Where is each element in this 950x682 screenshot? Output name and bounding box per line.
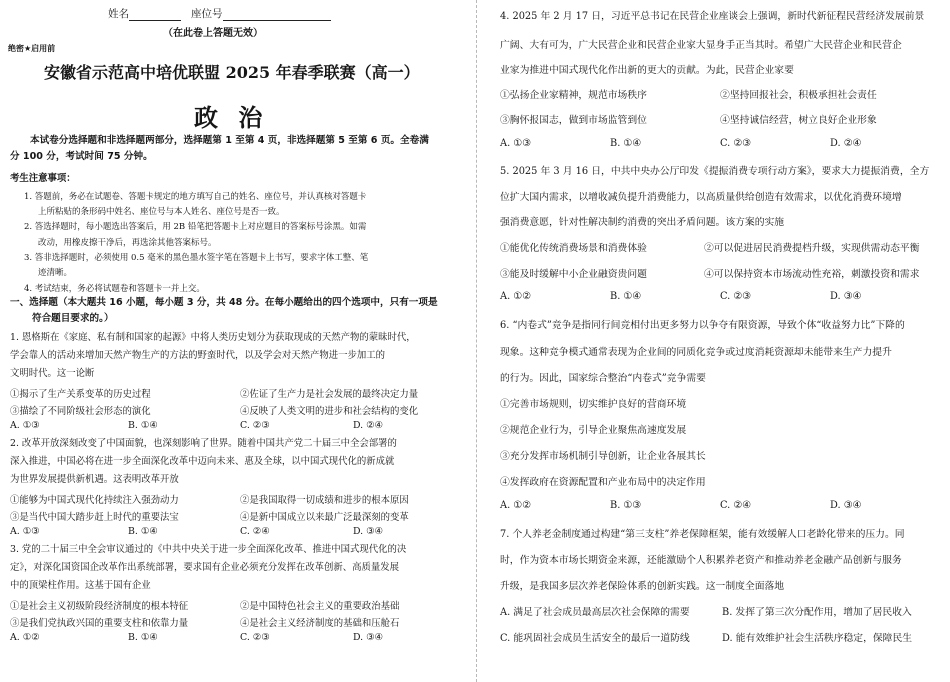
q7-option-c[interactable]: C. 能巩固社会成员生活安全的最后一道防线 xyxy=(500,633,690,644)
q5-option-d[interactable]: D. ③④ xyxy=(830,291,862,302)
q1-statement-3: ③描绘了不同阶级社会形态的演化 xyxy=(10,406,151,417)
q6-statement-4: ④发挥政府在资源配置和产业布局中的决定作用 xyxy=(500,477,706,488)
name-blank[interactable] xyxy=(129,20,181,21)
q2-statement-3: ③是当代中国大踏步赶上时代的重要法宝 xyxy=(10,512,179,523)
q2-option-d[interactable]: D. ③④ xyxy=(353,526,383,537)
q1-stem-2: 学会靠人的活动来增加天然产物生产的方法的野蛮时代，以及学会对天然产物进一步加工的 xyxy=(10,350,386,361)
q6-option-d[interactable]: D. ③④ xyxy=(830,500,862,511)
q1-stem-1: 1. 恩格斯在《家庭、私有制和国家的起源》中将人类历史划分为获取现成的天然产物的蒙昧时代， xyxy=(10,332,416,343)
q3-statement-4: ④是社会主义经济制度的基础和压舱石 xyxy=(240,618,400,629)
q7-stem-3: 升级，是我国多层次养老保险体系的创新实践。这一制度全面落地 xyxy=(500,581,785,592)
q4-option-c[interactable]: C. ②③ xyxy=(720,138,751,149)
q7-option-b[interactable]: B. 发挥了第三次分配作用，增加了居民收入 xyxy=(722,607,912,618)
q5-statement-4: ④可以保持资本市场流动性充裕，刺激投资和需求 xyxy=(704,269,920,280)
q4-statement-4: ④坚持诚信经营，树立良好企业形象 xyxy=(720,115,877,126)
q1-statement-2: ②佐证了生产力是社会发展的最终决定力量 xyxy=(240,389,419,400)
name-label: 姓名 xyxy=(108,8,129,20)
q2-stem-1: 2. 改革开放深刻改变了中国面貌，也深刻影响了世界。随着中国共产党二十届三中全会部署的 xyxy=(10,438,397,449)
note-2a: 2. 答选择题时，每小题选出答案后，用 2B 铅笔把答题卡上对应题目的答案标号涂黑。如需 xyxy=(24,222,367,232)
q6-statement-3: ③充分发挥市场机制引导创新，让企业各展其长 xyxy=(500,451,706,462)
q1-option-d[interactable]: D. ②④ xyxy=(353,420,383,431)
seat-blank[interactable] xyxy=(223,20,331,21)
q4-stem-1: 4. 2025 年 2 月 17 日，习近平总书记在民营企业座谈会上强调，新时代新征程民营经济发展前景 xyxy=(500,11,925,22)
q5-option-c[interactable]: C. ②③ xyxy=(720,291,751,302)
q4-option-a[interactable]: A. ①③ xyxy=(500,138,531,149)
q5-stem-1: 5. 2025 年 3 月 16 日，中共中央办公厅印发《提振消费专项行动方案》，要求大力提振消费，全方 xyxy=(500,166,930,177)
notes-title: 考生注意事项： xyxy=(10,173,76,184)
q3-stem-3: 中的顶梁柱作用。这基于国有企业 xyxy=(10,580,151,591)
q3-statement-2: ②是中国特色社会主义的重要政治基础 xyxy=(240,601,400,612)
q5-statement-1: ①能优化传统消费场景和消费体验 xyxy=(500,243,647,254)
q1-stem-3: 文明时代。这一论断 xyxy=(10,368,95,379)
q1-option-c[interactable]: C. ②③ xyxy=(240,420,270,431)
q2-statement-1: ①能够为中国式现代化持续注入强劲动力 xyxy=(10,495,179,506)
q3-stem-1: 3. 党的二十届三中全会审议通过的《中共中央关于进一步全面深化改革、推进中国式现代化的决 xyxy=(10,544,407,555)
q3-statement-3: ③是我们党执政兴国的重要支柱和依靠力量 xyxy=(10,618,189,629)
q7-option-a[interactable]: A. 满足了社会成员最高层次社会保障的需要 xyxy=(500,607,690,618)
q2-option-a[interactable]: A. ①③ xyxy=(10,526,40,537)
q6-option-a[interactable]: A. ①② xyxy=(500,500,531,511)
note-3b: 迹清晰。 xyxy=(38,268,73,278)
intro-line-1: 本试卷分选择题和非选择题两部分，选择题第 1 至第 4 页，非选择题第 5 至第 6 页。全卷满 xyxy=(30,135,429,146)
q5-stem-3: 强消费意愿，针对性解决制约消费的突出矛盾问题。该方案的实施 xyxy=(500,217,785,228)
section1-line-1: 一、选择题（本大题共 16 小题，每小题 3 分，共 48 分。在每小题给出的四个选项中，只有一项是 xyxy=(10,297,438,308)
q4-stem-2: 广阔、大有可为，广大民营企业和民营企业家大显身手正当其时。希望广大民营企业和民营企 xyxy=(500,40,902,51)
q2-statement-2: ②是我国取得一切成绩和进步的根本原因 xyxy=(240,495,409,506)
column-divider xyxy=(476,0,477,682)
q7-stem-1: 7. 个人养老金制度通过构建“第三支柱”养老保障框架，能有效缓解人口老龄化带来的压力。同 xyxy=(500,529,905,540)
note-1b: 上所粘贴的条形码中姓名、座位号与本人姓名、座位号是否一致。 xyxy=(38,207,285,217)
secret-label: 绝密★启用前 xyxy=(8,44,56,53)
q5-stem-2: 位扩大国内需求，以增收减负提升消费能力，以高质量供给创造有效需求，以优化消费环境增 xyxy=(500,192,902,203)
q1-statement-1: ①揭示了生产关系变革的历史过程 xyxy=(10,389,151,400)
q4-option-d[interactable]: D. ②④ xyxy=(830,138,862,149)
q2-stem-2: 深入推进，中国必将在进一步全面深化改革中迈向未来、惠及全球，以中国式现代化的新成就 xyxy=(10,456,395,467)
q6-option-c[interactable]: C. ②④ xyxy=(720,500,751,511)
subject-title: 政 治 xyxy=(194,104,269,132)
note-2b: 改动，用橡皮擦干净后，再选涂其他答案标号。 xyxy=(38,238,217,248)
section1-line-2: 符合题目要求的。） xyxy=(32,313,114,324)
note-4: 4. 考试结束，务必将试题卷和答题卡一并上交。 xyxy=(24,284,205,294)
q3-option-a[interactable]: A. ①② xyxy=(10,632,40,643)
q6-stem-2: 现象。这种竞争模式通常表现为企业间的同质化竞争或过度消耗资源却未能带来生产力提升 xyxy=(500,347,892,358)
q4-option-b[interactable]: B. ①④ xyxy=(610,138,641,149)
seat-label: 座位号 xyxy=(191,8,223,20)
q4-stem-3: 业家为推进中国式现代化作出新的更大的贡献。为此，民营企业家要 xyxy=(500,65,794,76)
q6-option-b[interactable]: B. ①③ xyxy=(610,500,641,511)
q1-statement-4: ④反映了人类文明的进步和社会结构的变化 xyxy=(240,406,419,417)
q3-option-d[interactable]: D. ③④ xyxy=(353,632,383,643)
note-1a: 1. 答题前，务必在试题卷、答题卡规定的地方填写自己的姓名、座位号，并认真核对答题卡 xyxy=(24,192,367,202)
q6-stem-1: 6. “内卷式”竞争是指同行间竞相付出更多努力以争夺有限资源，导致个体“收益努力比”下降的 xyxy=(500,320,905,331)
q4-statement-1: ①弘扬企业家精神，规范市场秩序 xyxy=(500,90,647,101)
exam-title: 安徽省示范高中培优联盟 2025 年春季联赛（高一） xyxy=(44,63,420,82)
q2-stem-3: 为世界发展提供新机遇。这表明改革开放 xyxy=(10,474,179,485)
q4-statement-2: ②坚持回报社会，积极承担社会责任 xyxy=(720,90,877,101)
intro-line-2: 分 100 分，考试时间 75 分钟。 xyxy=(10,151,153,162)
q6-statement-2: ②规范企业行为，引导企业聚焦高速度发展 xyxy=(500,425,687,436)
note-3a: 3. 答非选择题时，必须使用 0.5 毫米的黑色墨水签字笔在答题卡上书写，要求字体工整、笔 xyxy=(24,253,369,263)
q2-option-c[interactable]: C. ②④ xyxy=(240,526,270,537)
q3-statement-1: ①是社会主义初级阶段经济制度的根本特征 xyxy=(10,601,189,612)
q3-option-b[interactable]: B. ①④ xyxy=(128,632,158,643)
invalid-notice: （在此卷上答题无效） xyxy=(163,28,263,39)
q5-statement-2: ②可以促进居民消费提档升级，实现供需动态平衡 xyxy=(704,243,920,254)
q7-option-d[interactable]: D. 能有效维护社会生活秩序稳定，保障民生 xyxy=(722,633,913,644)
q3-option-c[interactable]: C. ②③ xyxy=(240,632,270,643)
q5-option-b[interactable]: B. ①④ xyxy=(610,291,641,302)
q7-stem-2: 时，作为资本市场长期资金来源，还能激励个人积累养老资产和推动养老金融产品创新与服务 xyxy=(500,555,902,566)
q2-option-b[interactable]: B. ①④ xyxy=(128,526,158,537)
q1-option-b[interactable]: B. ①④ xyxy=(128,420,158,431)
name-seat-line xyxy=(108,6,331,21)
q2-statement-4: ④是新中国成立以来最广泛最深刻的变革 xyxy=(240,512,409,523)
q5-option-a[interactable]: A. ①② xyxy=(500,291,531,302)
q3-stem-2: 定》，对深化国资国企改革作出系统部署，要求国有企业必须充分发挥在改革创新、高质量发展 xyxy=(10,562,400,573)
q1-option-a[interactable]: A. ①③ xyxy=(10,420,40,431)
q6-statement-1: ①完善市场规则，切实维护良好的营商环境 xyxy=(500,399,687,410)
q4-statement-3: ③胸怀报国志，做到市场监管到位 xyxy=(500,115,647,126)
q5-statement-3: ③能及时缓解中小企业融资贵问题 xyxy=(500,269,647,280)
q6-stem-3: 的行为。因此，国家综合整治“内卷式”竞争需要 xyxy=(500,373,706,384)
